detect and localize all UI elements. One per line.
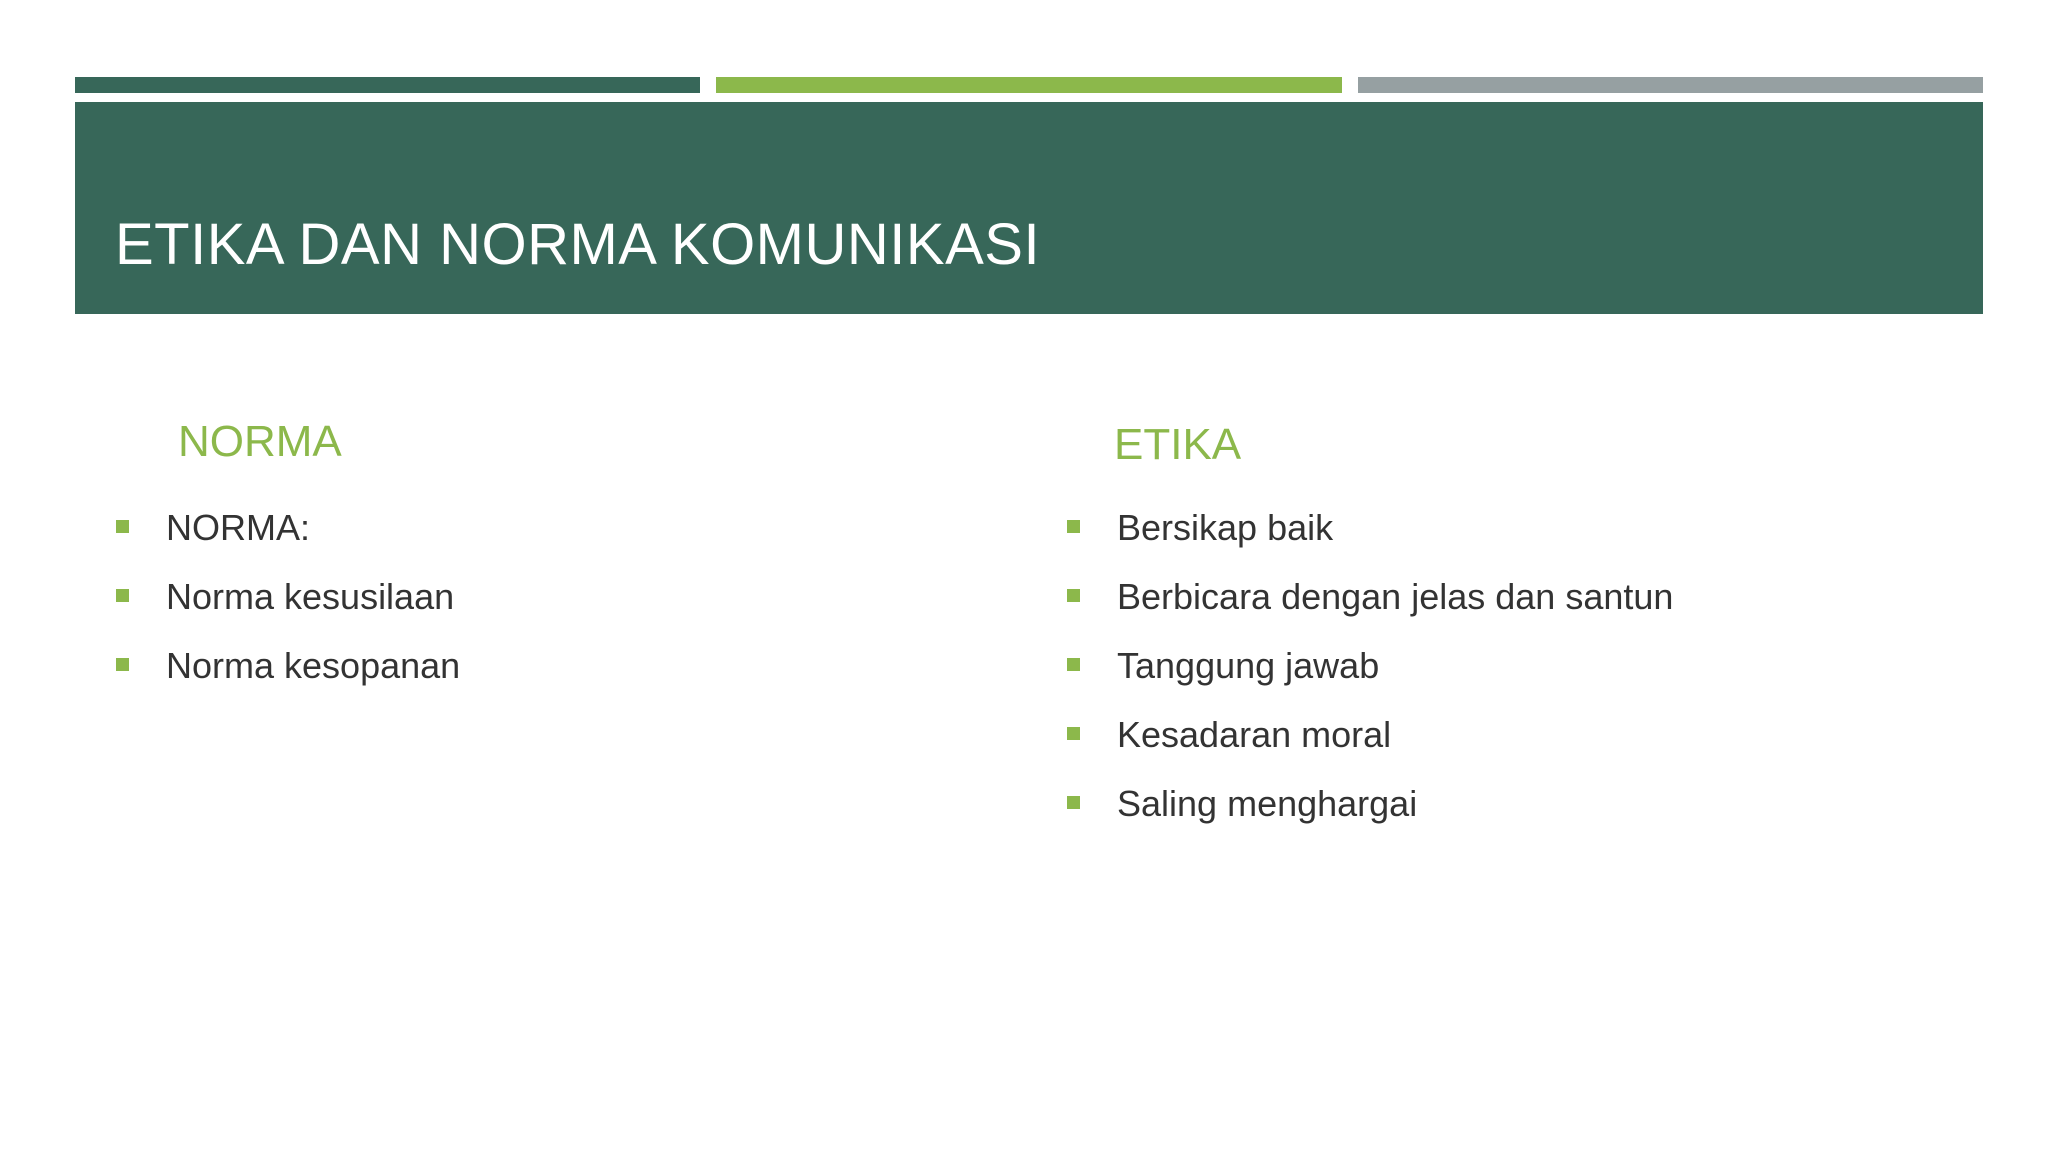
list-item-text[interactable]: Berbicara dengan jelas dan santun [1117, 576, 1674, 617]
list-item-text[interactable]: Saling menghargai [1117, 783, 1418, 824]
slide-title[interactable]: ETIKA DAN NORMA KOMUNIKASI [115, 212, 1041, 277]
right-column-heading[interactable]: ETIKA [1114, 420, 1242, 469]
square-bullet-icon [116, 658, 129, 671]
list-item-text[interactable]: Tanggung jawab [1117, 645, 1380, 686]
accent-bar-green [716, 77, 1342, 93]
square-bullet-icon [1067, 658, 1080, 671]
list-item-text[interactable]: Norma kesusilaan [166, 576, 455, 617]
list-item-text[interactable]: Norma kesopanan [166, 645, 461, 686]
accent-bar-gray [1358, 77, 1983, 93]
square-bullet-icon [116, 520, 129, 533]
accent-bar-dark [75, 77, 700, 93]
square-bullet-icon [1067, 727, 1080, 740]
square-bullet-icon [1067, 589, 1080, 602]
square-bullet-icon [1067, 796, 1080, 809]
list-item-text[interactable]: NORMA: [166, 507, 310, 548]
title-band [75, 102, 1983, 314]
square-bullet-icon [116, 589, 129, 602]
left-column-heading[interactable]: NORMA [178, 417, 342, 466]
square-bullet-icon [1067, 520, 1080, 533]
list-item-text[interactable]: Bersikap baik [1117, 507, 1334, 548]
list-item-text[interactable]: Kesadaran moral [1117, 714, 1392, 755]
